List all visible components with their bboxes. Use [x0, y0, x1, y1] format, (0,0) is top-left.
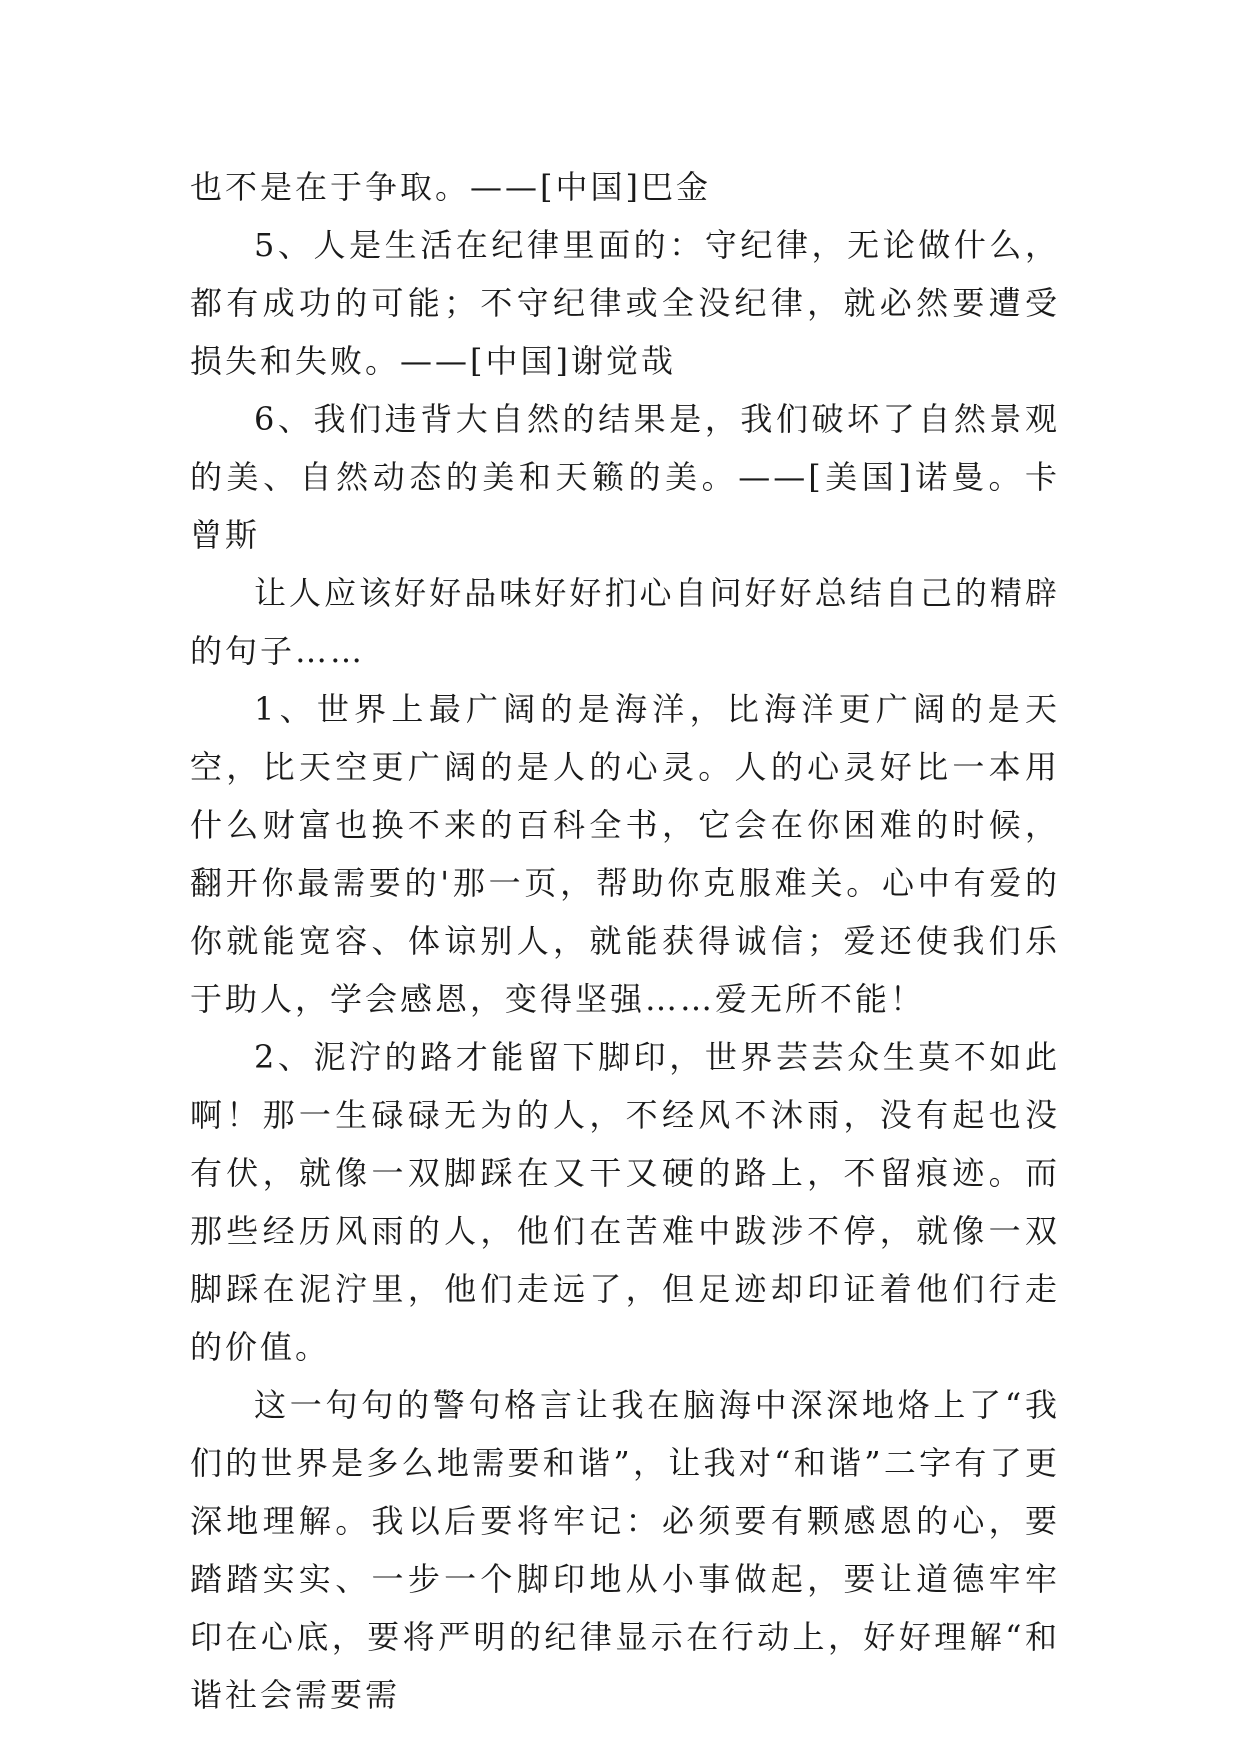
paragraph-continuation: 也不是在于争取。——[中国]巴金 [190, 168, 711, 206]
paragraph-intro: 让人应该好好品味好好扪心自问好好总结自己的精辟的句子…… [190, 574, 1060, 670]
body-text [190, 158, 1060, 1724]
paragraph-quote-5: 5、人是生活在纪律里面的：守纪律，无论做什么，都有成功的可能；不守纪律或全没纪律，就必然要遭受损失和失败。——[中国]谢觉哉 [190, 226, 1060, 380]
paragraph-item-2: 2、泥泞的路才能留下脚印，世界芸芸众生莫不如此啊！那一生碌碌无为的人，不经风不沐雨，没有起也没有伏，就像一双脚踩在又干又硬的路上，不留痕迹。而那些经历风雨的人，他们在苦难中跋涉不停，就像一双脚踩在泥泞里，他们走远了，但足迹却印证着他们行走的价值。 [190, 1038, 1060, 1366]
paragraph-conclusion: 这一句句的警句格言让我在脑海中深深地烙上了“我们的世界是多么地需要和谐”，让我对“和谐”二字有了更深地理解。我以后要将牢记：必须要有颗感恩的心，要踏踏实实、一步一个脚印地从小事做起，要让道德牢牢印在心底，要将严明的纪律显示在行动上，好好理解“和谐社会需要需 [190, 1386, 1060, 1714]
paragraph-item-1: 1、世界上最广阔的是海洋，比海洋更广阔的是天空，比天空更广阔的是人的心灵。人的心灵好比一本用什么财富也换不来的百科全书，它会在你困难的时候，翻开你最需要的'那一页，帮助你克服难关。心中有爱的你就能宽容、体谅别人，就能获得诚信；爱还使我们乐于助人，学会感恩，变得坚强……爱无所不能！ [190, 690, 1060, 1018]
paragraph-quote-6: 6、我们违背大自然的结果是，我们破坏了自然景观的美、自然动态的美和天籁的美。——[美国]诺曼。卡曾斯 [190, 400, 1060, 554]
